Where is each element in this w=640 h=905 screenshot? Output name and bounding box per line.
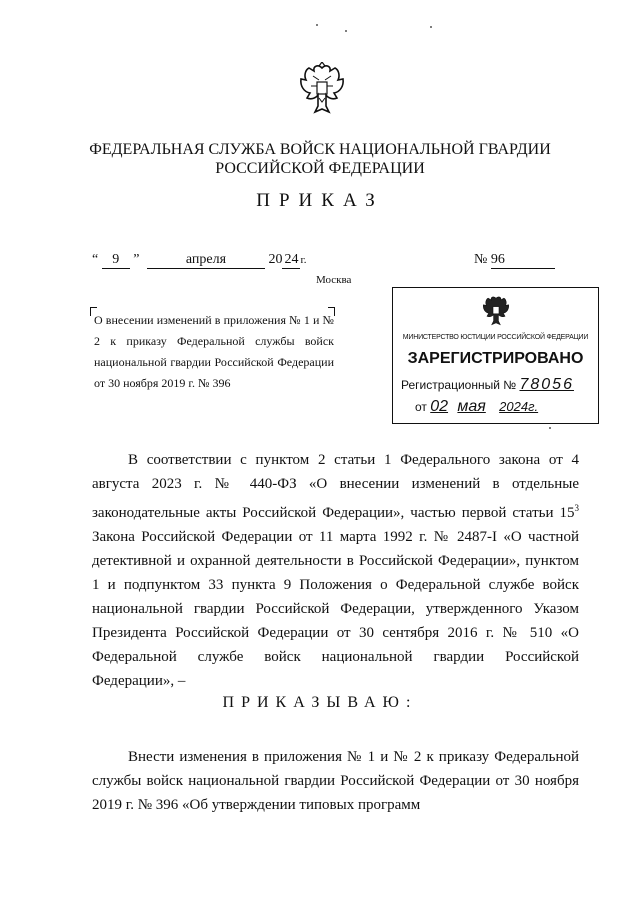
preamble-text-cont: Закона Российской Федерации от 11 марта 1992 г. № 2487-I «О частной детективной и охранной деятельности в Российской Федерации», пунктом 1 и подпунктом 33 пункта 9 Положения о Федеральной службе войск национальной гвардии Российской Федерации, утвержденного Указом Президента Российской Федерации от 30 сентября 2016 г. № 510 «О Федеральной службе войск национальной гвардии Российской Федерации», – (92, 529, 579, 689)
stamp-registered: ЗАРЕГИСТРИРОВАНО (407, 350, 584, 367)
date-quote-close: ” (133, 252, 140, 267)
scan-speck (316, 24, 318, 26)
stamp-emblem-icon (481, 294, 511, 330)
order-date (92, 252, 306, 269)
stamp-date (415, 398, 538, 416)
order-city: Москва (316, 274, 352, 286)
scan-speck (345, 30, 347, 32)
stamp-reg-number (401, 376, 574, 394)
date-year-abbr: г. (300, 254, 307, 266)
date-year-suffix: 24 (284, 252, 299, 267)
agency-name-line1: ФЕДЕРАЛЬНАЯ СЛУЖБА ВОЙСК НАЦИОНАЛЬНОЙ ГВАРДИИ (89, 141, 551, 158)
agency-name-line2: РОССИЙСКОЙ ФЕДЕРАЦИИ (215, 160, 425, 177)
stamp-reg-number-value: 78056 (519, 376, 574, 393)
registration-stamp (392, 287, 599, 424)
document-type-title: ПРИКАЗ (256, 190, 384, 211)
preamble-paragraph (92, 448, 579, 693)
stamp-date-month: мая (457, 398, 486, 415)
date-day: 9 (102, 252, 130, 269)
preamble-superscript: 3 (574, 503, 579, 513)
order-number (474, 252, 555, 269)
stamp-date-year: 2024г. (499, 399, 539, 414)
scan-speck (549, 427, 551, 429)
date-month: апреля (147, 252, 265, 269)
order-subject: О внесении изменений в приложения № 1 и № 2 к приказу Федеральной службы войск национальной гвардии Российской Федерации от 30 ноября 2019 г. № 396 (94, 313, 334, 390)
date-year-prefix: 20 (268, 252, 283, 267)
scan-speck (430, 26, 432, 28)
stamp-ministry: МИНИСТЕРСТВО ЮСТИЦИИ РОССИЙСКОЙ ФЕДЕРАЦИИ (402, 334, 589, 341)
date-quote-open: “ (92, 252, 99, 267)
order-paragraph: Внести изменения в приложения № 1 и № 2 к приказу Федеральной службы войск национальной гвардии Российской Федерации от 30 ноября 2019 г. № 396 «Об утверждении типовых программ (92, 749, 579, 813)
order-directive-heading: ПРИКАЗЫВАЮ: (222, 694, 418, 711)
order-number-prefix: № (474, 252, 488, 267)
stamp-date-day: 02 (430, 398, 449, 415)
order-number-value: 96 (491, 252, 555, 269)
coat-of-arms-emblem-icon (297, 62, 347, 120)
stamp-date-prefix: от (415, 400, 427, 414)
stamp-reg-label: Регистрационный № (401, 378, 517, 392)
preamble-text: В соответствии с пунктом 2 статьи 1 Федерального закона от 4 августа 2023 г. № 440-ФЗ «О внесении изменений в отдельные законодательные акты Российской Федерации», частью первой статьи 15 (92, 452, 579, 521)
